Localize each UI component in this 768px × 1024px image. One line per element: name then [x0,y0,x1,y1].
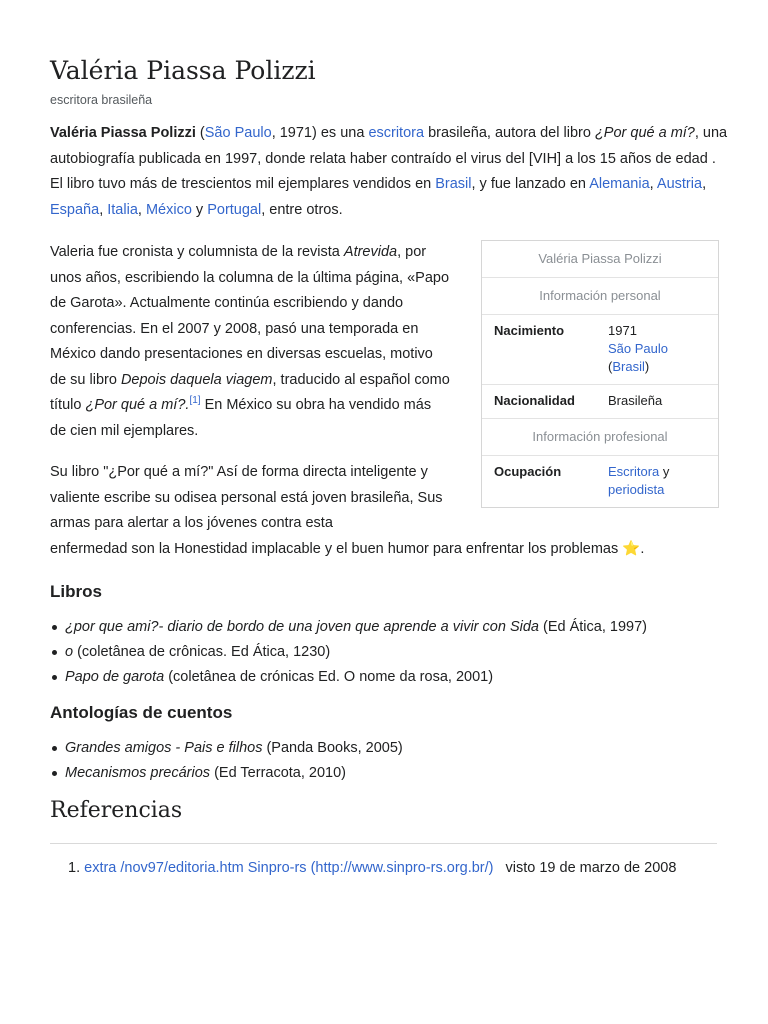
conjunction: y [659,464,670,479]
infobox-row-nacimiento [482,315,718,385]
link-brasil[interactable]: Brasil [435,176,472,192]
book-title: ¿Por qué a mí?. [85,397,190,413]
subject-name: Valéria Piassa Polizzi [50,125,196,141]
book-title: ¿por que ami?- diario de bordo de una joven que aprende a vivir con Sida [65,619,539,635]
section-heading-libros: Libros [50,582,102,601]
infobox-row-ocupacion [482,456,718,507]
reference-number: 1. [68,860,81,876]
star-icon: ⭐ [622,541,641,557]
link-alemania[interactable]: Alemania [589,176,650,192]
book-title: Papo de garota [65,669,165,685]
paragraph-text: . [640,541,645,557]
book-title: Grandes amigos - Pais e filhos [65,740,263,756]
infobox-value [608,463,718,499]
section-heading-referencias: Referencias [50,798,183,823]
link-escritora[interactable]: escritora [368,125,425,141]
reference-accessed: visto 19 de marzo de 2008 [505,860,677,876]
intro-text: y [191,201,208,218]
libros-list [50,615,745,690]
infobox-value: Brasileña [608,393,663,408]
antologias-list [50,736,745,786]
infobox-label: Nacimiento [494,323,565,338]
section-heading-antologias: Antologías de cuentos [50,703,233,722]
list-item [65,640,745,665]
book-detail: (Panda Books, 2005) [262,740,403,756]
link-austria[interactable]: Austria [656,176,703,192]
page-title: Valéria Piassa Polizzi [50,56,316,85]
book-detail: (coletânea de crônicas. Ed Ática, 1230) [73,644,331,660]
link-escritora-occupation[interactable]: Escritora [608,464,660,479]
book-title: Depois daquela viagem [120,371,273,388]
reference-item [68,856,676,880]
link-portugal[interactable]: Portugal [207,201,262,218]
intro-text: ( [195,125,205,141]
link-italia[interactable]: Italia [107,201,138,218]
separator: , [137,201,146,218]
book-title: Mecanismos precários [65,765,211,781]
paragraph-text: enfermedad son la Honestidad implacable y el buen humor para enfrentar los problemas [50,541,623,557]
intro-text: , una autobiografía publicada en 1997, donde relata haber contraído el virus del [VIH] a los 15 años de edad . El libro tuvo más de trescientos mil ejemplares vendidos en [50,125,728,192]
birth-year: 1971 [608,323,637,338]
intro-text: , entre otros. [261,201,343,218]
link-periodista[interactable]: periodista [608,482,665,497]
reference-link[interactable]: [1] [189,395,201,407]
separator: , [649,176,657,192]
link-birth-country[interactable]: Brasil [612,359,645,374]
book-paragraph [50,460,450,537]
section-divider [50,843,717,844]
infobox-title: Valéria Piassa Polizzi [482,241,718,278]
book-title: o [65,644,74,660]
list-item [65,761,745,786]
intro-text: , 1971) es una [271,125,369,141]
page-subtitle: escritora brasileña [50,93,153,107]
paragraph-text: Valeria fue cronista y columnista de la revista [50,244,344,260]
list-item [65,736,745,761]
separator: , [702,176,707,192]
intro-text: , y fue lanzado en [471,176,590,192]
references-list [68,856,676,880]
book-detail: (Ed Ática, 1997) [538,619,647,635]
paragraph-text: , traducido al español como título [50,371,450,413]
infobox-label: Nacionalidad [494,393,575,408]
link-mexico[interactable]: México [145,201,192,218]
paren: ) [644,359,650,374]
paragraph-text: Su libro "¿Por qué a mí?" Así de forma directa inteligente y valiente escribe su odisea personal está joven brasileña, Sus armas para alertar a los jóvenes contra esta [50,464,443,531]
book-detail: (coletânea de crónicas Ed. O nome da rosa, 2001) [164,669,494,685]
magazine-title: Atrevida [343,244,398,260]
infobox-section-profesional: Información profesional [482,419,718,456]
book-paragraph-end [50,537,730,563]
paren: ( [608,359,613,374]
list-item [65,665,745,690]
reference-link[interactable]: extra /nov97/editoria.htm Sinpro-rs (http://www.sinpro-rs.org.br/) [84,860,494,876]
link-sao-paulo[interactable]: São Paulo [204,125,272,141]
book-detail: (Ed Terracota, 2010) [210,765,347,781]
link-birth-city[interactable]: São Paulo [608,341,668,356]
infobox [481,240,719,508]
paragraph-text: , por unos años, escribiendo la columna de la última página, «Papo de Garota». Actualmente continúa escribiendo y dando conferencias. En el 2007 y 2008, pasó una temporada en México dando presentaciones en diversas escuelas, motivo de su libro [50,244,450,388]
intro-paragraph [50,121,730,223]
separator: , [99,201,108,218]
career-paragraph [50,240,450,444]
intro-text: brasileña, autora del libro [424,125,595,141]
link-espana[interactable]: España [50,201,100,218]
infobox-label: Ocupación [494,464,562,479]
list-item [65,615,745,640]
infobox-section-personal: Información personal [482,278,718,315]
paragraph-text: En México su obra ha vendido más de cien mil ejemplares. [50,397,432,439]
infobox-row-nacionalidad [482,385,718,419]
book-title: ¿Por qué a mí? [594,125,695,141]
infobox-value [608,322,718,376]
